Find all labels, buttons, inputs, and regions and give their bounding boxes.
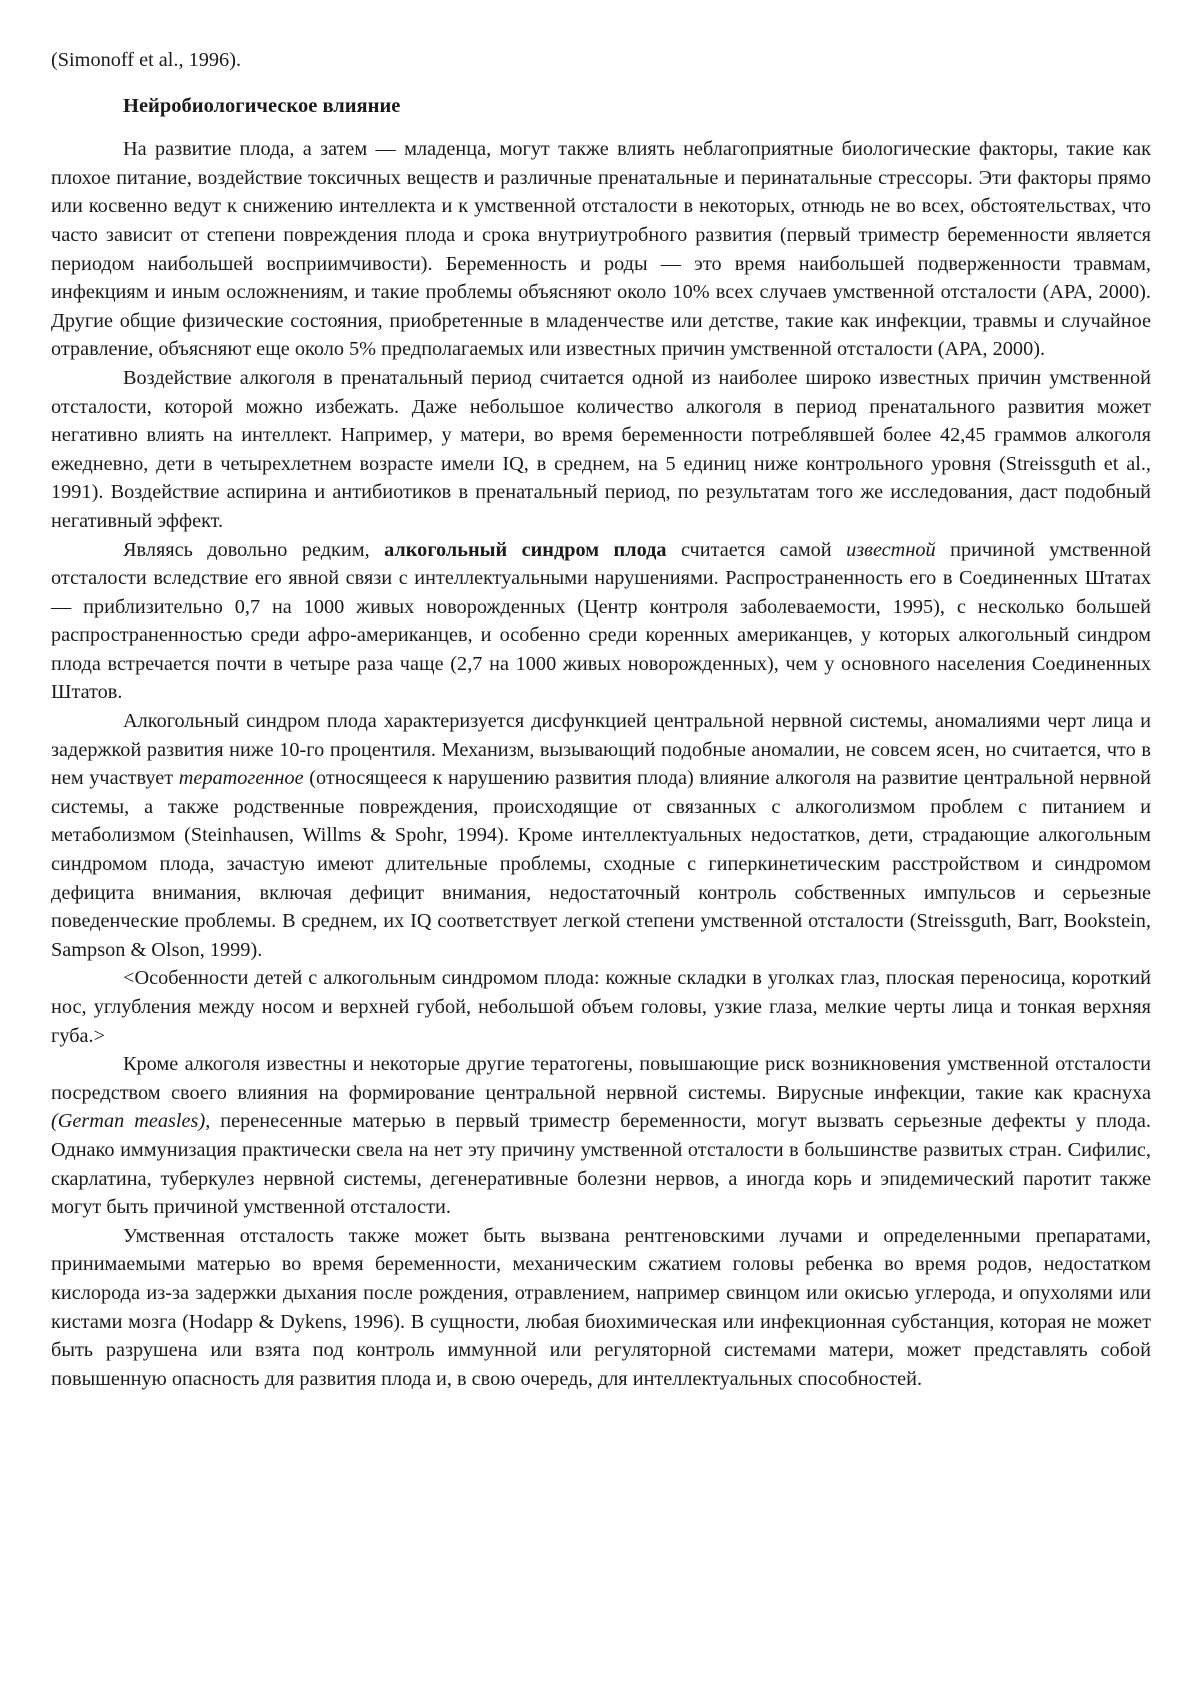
term-teratogenic: тератогенное	[178, 767, 304, 790]
paragraph-3	[51, 536, 1151, 708]
paragraph-6	[51, 1050, 1151, 1222]
paragraph-6-text-c: перенесенные матерью в первый триместр беременности, могут вызвать серьезные дефекты у плода. Однако иммунизация практически свела на нет эту причину умственной отсталости в большинстве развитых стран. Сифилис, скарлатина, туберкулез нервной системы, дегенеративные болезни нервов, а иногда корь и эпидемический паротит также могут быть причиной умственной отсталости.	[51, 1110, 1151, 1219]
paragraph-2: Воздействие алкоголя в пренатальный период считается одной из наиболее широко известных причин умственной отсталости, которой можно избежать. Даже небольшое количество алкоголя в период пренатального развития может негативно влиять на интеллект. Например, у матери, во время беременности потреблявшей более 42,45 граммов алкоголя ежедневно, дети в четырехлетнем возрасте имели IQ, в среднем, на 5 единиц ниже контрольного уровня (Streissguth et al., 1991). Воздействие аспирина и антибиотиков в пренатальный период, по результатам того же исследования, даст подобный негативный эффект.	[51, 366, 1151, 532]
paragraph-7: Умственная отсталость также может быть вызвана рентгеновскими лучами и определенными препаратами, принимаемыми матерью во время беременности, механическим сжатием головы ребенка во время родов, недостатком кислорода из-за задержки дыхания после рождения, отравлением, например свинцом или окисью углерода, и опухолями или кистами мозга (Hodapp & Dykens, 1996). В сущности, любая биохимическая или инфекционная субстанция, которая не может быть разрушена или взята под контроль иммунной или регуляторной системами матери, может представлять собой повышенную опасность для развития плода и, в свою очередь, для интеллектуальных способностей.	[51, 1224, 1151, 1390]
paragraph-3-text-e: причиной умственной отсталости вследствие его явной связи с интеллектуальными нарушениями. Распространенность его в Соединенных Штатах — приблизительно 0,7 на 1000 живых новорожденных (Центр контроля заболеваемости, 1995), с несколько большей распространенностью среди афро-американцев, и особенно среди коренных американцев, у которых алкогольный синдром плода встречается почти в четыре раза чаще (2,7 на 1000 живых новорожденных), чем у основного населения Соединенных Штатов.	[51, 538, 1152, 704]
paragraph-5-caption: <Особенности детей с алкогольным синдромом плода: кожные складки в уголках глаз, плоская переносица, короткий нос, углубления между носом и верхней губой, небольшой объем головы, узкие глаза, мелкие черты лица и тонкая верхняя губа.>	[51, 967, 1151, 1047]
paragraph-4-text-a: Алкогольный синдром плода характеризуется дисфункцией центральной нервной системы, аномалиями черт лица и задержкой развития ниже 10-го процентиля. Механизм, вызывающий подобные аномалии, не совсем ясен, но считается, что в нем участвует	[51, 710, 1151, 790]
document-page	[51, 46, 1151, 1393]
emphasis-known: известной	[846, 538, 936, 561]
paragraph-4-text-c: (относящееся к нарушению развития плода) влияние алкоголя на развитие центральной нервной системы, а также родственные повреждения, происходящие от связанных с алкоголизмом проблем с питанием и метаболизмом (Steinhausen, Willms & Spohr, 1994). Кроме интеллектуальных недостатков, дети, страдающие алкогольным синдромом плода, зачастую имеют длительные проблемы, сходные с гиперкинетическим расстройством и синдромом дефицита внимания, включая дефицит внимания, недостаточный контроль собственных импульсов и серьезные поведенческие проблемы. В среднем, их IQ соответствует легкой степени умственной отсталости (Streissguth, Barr, Bookstein, Sampson & Olson, 1999).	[51, 767, 1151, 961]
section-heading: Нейробиологическое влияние	[123, 94, 401, 117]
term-german-measles: (German measles),	[51, 1110, 211, 1133]
paragraph-6-text-a: Кроме алкоголя известны и некоторые другие тератогены, повышающие риск возникновения умственной отсталости посредством своего влияния на формирование центральной нервной системы. Вирусные инфекции, такие как краснуха	[51, 1053, 1151, 1104]
citation-line: (Simonoff et al., 1996).	[51, 49, 242, 71]
paragraph-3-text-a: Являясь довольно редким,	[123, 538, 385, 561]
paragraph-3-text-c: считается самой	[666, 538, 847, 561]
paragraph-1: На развитие плода, а затем — младенца, могут также влиять неблагоприятные биологические факторы, такие как плохое питание, воздействие токсичных веществ и различные пренатальные и перинатальные стрессоры. Эти факторы прямо или косвенно ведут к снижению интеллекта и к умственной отсталости в некоторых, отнюдь не во всех, обстоятельствах, что часто зависит от степени повреждения плода и срока внутриутробного развития (первый триместр беременности является периодом наибольшей восприимчивости). Беременность и роды — это время наибольшей подверженности травмам, инфекциям и иным осложнениям, и такие проблемы объясняют около 10% всех случаев умственной отсталости (АРА, 2000). Другие общие физические состояния, приобретенные в младенчестве или детстве, такие как инфекции, травмы и случайное отравление, объясняют еще около 5% предполагаемых или известных причин умственной отсталости (АРА, 2000).	[51, 138, 1151, 361]
term-fetal-alcohol-syndrome: алкогольный синдром плода	[384, 538, 667, 561]
paragraph-4	[51, 707, 1151, 964]
